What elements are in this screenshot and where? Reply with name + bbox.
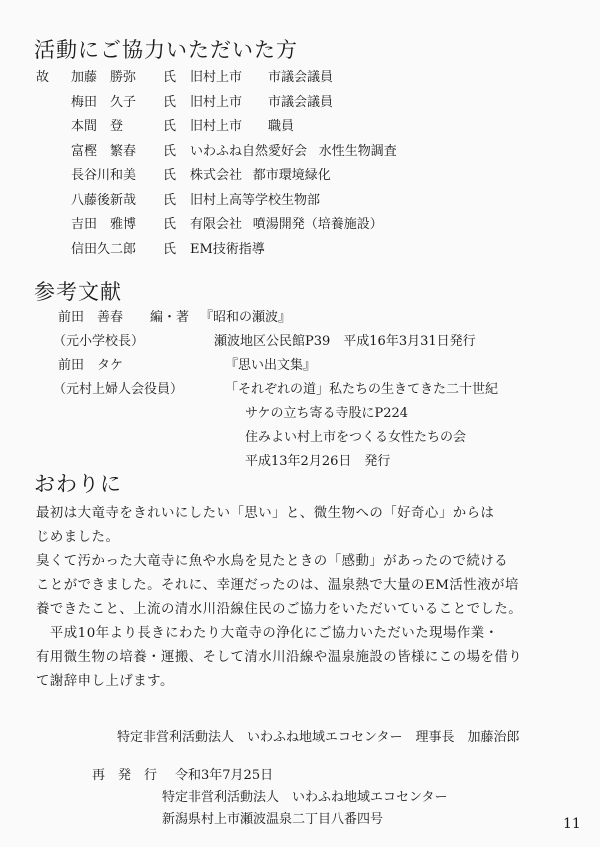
person-org: 有限会社 bbox=[190, 217, 243, 232]
closing-line: じめました。 bbox=[36, 530, 120, 545]
person-honorific: 氏 bbox=[163, 94, 177, 110]
closing-line: 有用微生物の培養・運搬、そして清水川沿線や温泉施設の皆様にこの場を借り bbox=[36, 650, 523, 665]
reissue-organization: 特定非営利活動法人 いわふね地域エコセンター bbox=[162, 790, 448, 805]
closing-signature: 特定非営利活動法人 いわふね地域エコセンター 理事長 加藤治郎 bbox=[117, 730, 520, 745]
person-honorific: 氏 bbox=[163, 241, 177, 257]
person-role: 市議会議員 bbox=[268, 70, 334, 85]
closing-line: 平成10年より長きにわたり大竜寺の浄化にご協力いただいた現場作業・ bbox=[36, 626, 499, 641]
reference-2-line-1: 「それぞれの道」私たちの生きてきた二十世紀 bbox=[225, 382, 499, 397]
references-heading: 参考文献 bbox=[34, 280, 122, 304]
person-role: 市議会議員 bbox=[268, 94, 334, 110]
reference-1-role: 編・著 bbox=[150, 310, 190, 325]
person-org: いわふね自然愛好会 bbox=[190, 143, 308, 159]
person-role: 職員 bbox=[268, 119, 295, 134]
person-honorific: 氏 bbox=[163, 119, 177, 134]
reference-1-author: 前田 善春 bbox=[58, 310, 124, 325]
person-org: 旧村上市 bbox=[190, 119, 243, 134]
reference-2-line-4: 平成13年2月26日 発行 bbox=[245, 454, 391, 469]
person-honorific: 氏 bbox=[163, 217, 177, 232]
person-role: 都市環境緑化 bbox=[252, 168, 331, 183]
reference-1-title: 『昭和の瀬波』 bbox=[200, 310, 292, 325]
person-prefix: 故 bbox=[36, 70, 50, 85]
person-org: 株式会社 bbox=[190, 168, 243, 183]
closing-line: 養できたこと、上流の清水川沿線住民のご協力をいただいていることでした。 bbox=[36, 602, 523, 617]
person-org: 旧村上高等学校生物部 bbox=[190, 192, 321, 208]
person-name: 本間 登 bbox=[71, 119, 124, 134]
closing-line: 臭くて汚かった大竜寺に魚や水鳥を見たときの「感動」があったので続ける bbox=[36, 554, 509, 569]
closing-line: ことができました。それに、幸運だったのは、温泉熱で大量のEM活性液が培 bbox=[36, 578, 519, 593]
person-org: 旧村上市 bbox=[190, 70, 243, 85]
person-honorific: 氏 bbox=[163, 143, 177, 159]
reference-2-note: （元村上婦人会役員） bbox=[53, 382, 184, 397]
person-name: 吉田 雅博 bbox=[71, 217, 137, 232]
reference-2-title: 『思い出文集』 bbox=[225, 358, 317, 373]
reissue-label: 再 発 行 bbox=[92, 768, 158, 783]
person-role: 噴湯開発（培養施設） bbox=[252, 217, 383, 232]
reference-1-note: （元小学校長） bbox=[53, 334, 145, 349]
reference-2-line-2: サケの立ち寄る寺股にP224 bbox=[245, 406, 409, 421]
reissue-address: 新潟県村上市瀬波温泉二丁目八番四号 bbox=[162, 812, 384, 827]
person-name: 加藤 勝弥 bbox=[71, 70, 137, 85]
closing-line: 最初は大竜寺をきれいにしたい「思い」と、微生物への「好奇心」からは bbox=[36, 506, 495, 521]
reference-1-publisher: 瀬波地区公民館P39 平成16年3月31日発行 bbox=[214, 334, 476, 349]
person-name: 信田久二郎 bbox=[71, 241, 137, 257]
closing-heading: おわりに bbox=[34, 472, 122, 496]
closing-line: て謝辞申し上げます。 bbox=[36, 674, 174, 689]
person-honorific: 氏 bbox=[163, 168, 177, 183]
person-name: 梅田 久子 bbox=[71, 94, 137, 110]
page-number: 11 bbox=[563, 816, 581, 832]
acknowledgments-heading: 活動にご協力いただいた方 bbox=[34, 38, 298, 62]
person-name: 八藤後新哉 bbox=[71, 192, 137, 208]
person-honorific: 氏 bbox=[163, 192, 177, 208]
reference-2-author: 前田 タケ bbox=[58, 358, 124, 373]
reference-2-line-3: 住みよい村上市をつくる女性たちの会 bbox=[245, 430, 467, 445]
reissue-date: 令和3年7月25日 bbox=[175, 768, 274, 783]
person-name: 富樫 繁春 bbox=[71, 143, 137, 159]
person-org: 旧村上市 bbox=[190, 94, 243, 110]
person-org: EM技術指導 bbox=[190, 241, 265, 257]
person-role: 水性生物調査 bbox=[318, 143, 397, 159]
person-name: 長谷川和美 bbox=[71, 168, 137, 183]
person-honorific: 氏 bbox=[163, 70, 177, 85]
